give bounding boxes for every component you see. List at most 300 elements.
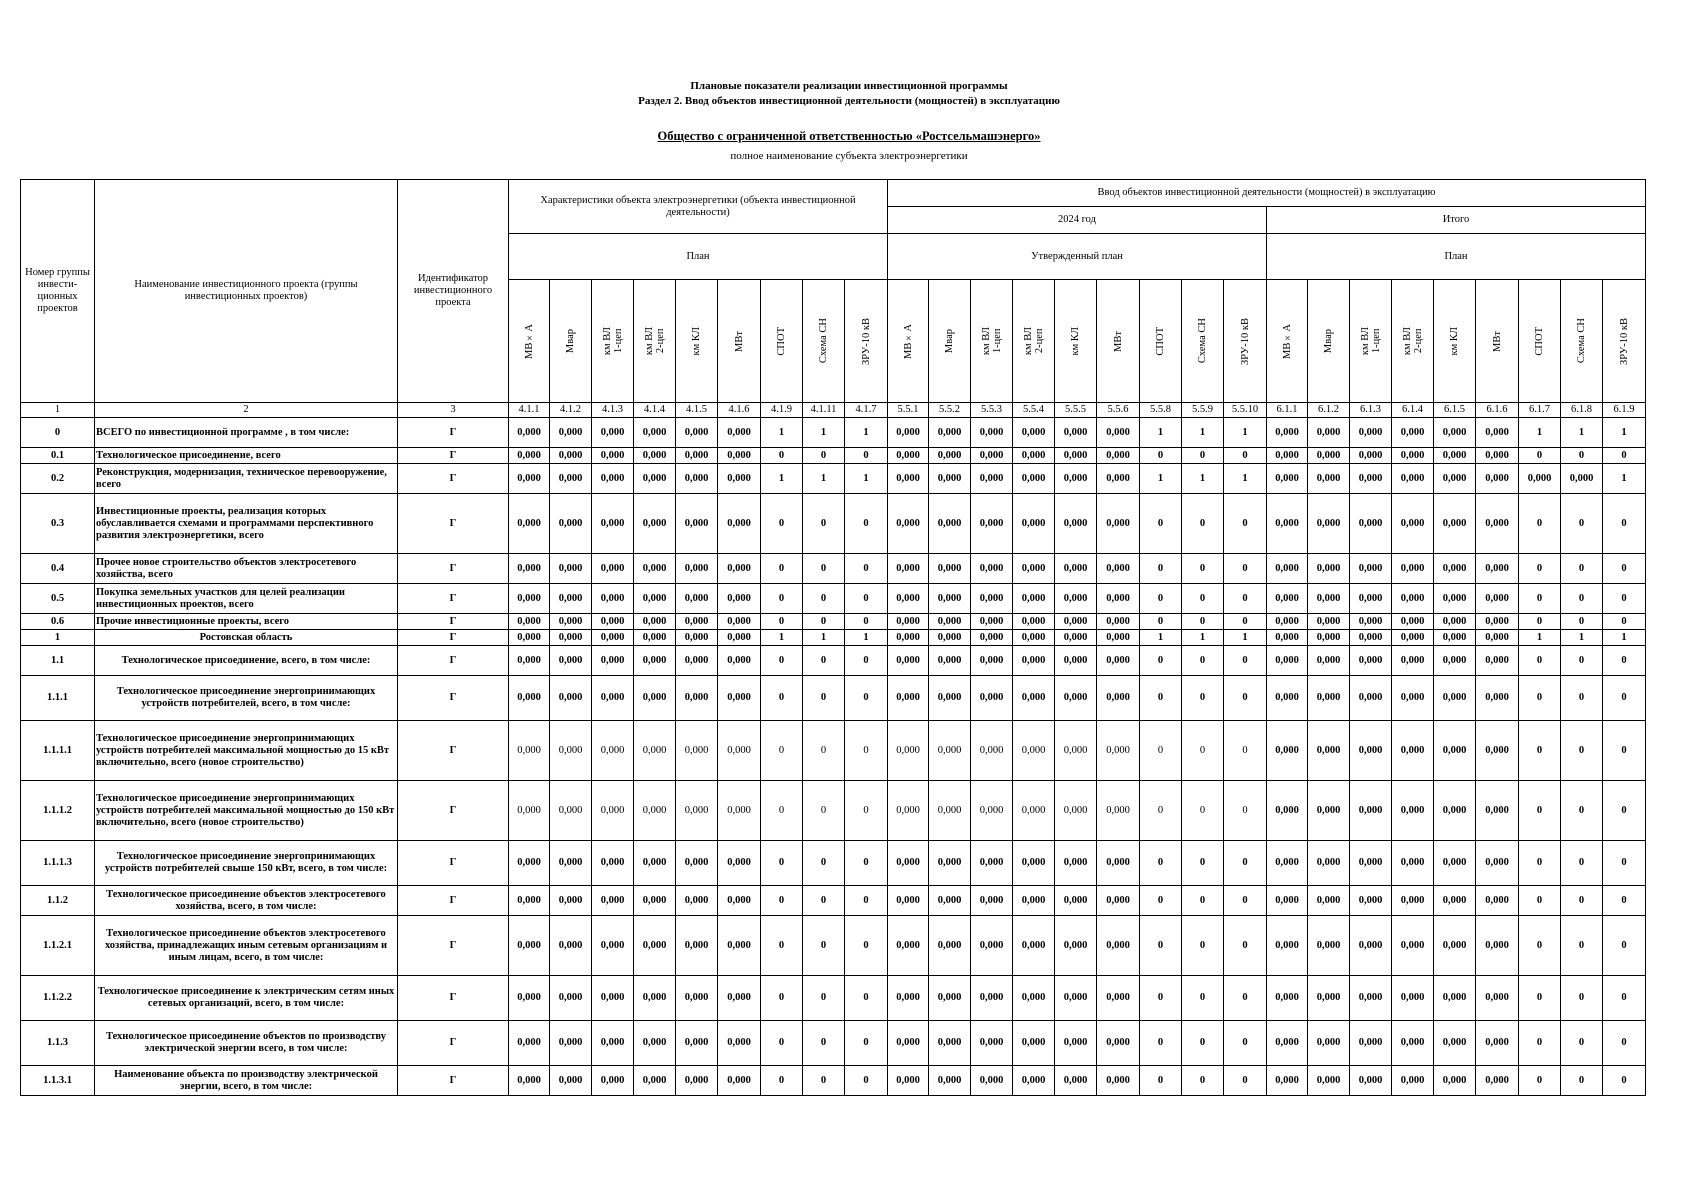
- value-cell: 0,000: [1267, 494, 1308, 554]
- value-cell: 1: [803, 418, 845, 448]
- value-cell: 0,000: [888, 584, 929, 614]
- value-cell: 0: [1561, 886, 1603, 916]
- value-cell: 0,000: [718, 1021, 761, 1066]
- value-cell: 0,000: [1097, 1066, 1140, 1096]
- value-cell: 0,000: [929, 614, 971, 630]
- value-cell: 0: [1224, 916, 1267, 976]
- value-cell: 0,000: [550, 976, 592, 1021]
- row-number: 1.1.3: [21, 1021, 95, 1066]
- table-row: [21, 916, 1646, 976]
- value-cell: 0: [845, 721, 888, 781]
- value-cell: 0,000: [1013, 1066, 1055, 1096]
- value-cell: 0: [803, 494, 845, 554]
- value-cell: 0: [1603, 448, 1646, 464]
- project-name: Прочее новое строительство объектов электросетевого хозяйства, всего: [95, 554, 398, 584]
- project-name: Технологическое присоединение, всего, в том числе:: [95, 646, 398, 676]
- value-cell: 0,000: [550, 464, 592, 494]
- value-cell: 0,000: [1434, 646, 1476, 676]
- column-number: 3: [398, 403, 509, 418]
- project-name: Технологическое присоединение к электрическим сетям иных сетевых организаций, всего, в том числе:: [95, 976, 398, 1021]
- value-cell: 0: [1603, 494, 1646, 554]
- value-cell: 0,000: [509, 464, 550, 494]
- value-cell: 0,000: [676, 886, 718, 916]
- value-cell: 0,000: [1097, 976, 1140, 1021]
- value-cell: 0,000: [1350, 614, 1392, 630]
- project-name: Ростовская область: [95, 630, 398, 646]
- value-cell: 0,000: [1308, 676, 1350, 721]
- value-cell: 0,000: [1308, 916, 1350, 976]
- value-cell: 0,000: [676, 841, 718, 886]
- project-id: Г: [398, 494, 509, 554]
- column-number: 4.1.5: [676, 403, 718, 418]
- value-cell: 0,000: [634, 886, 676, 916]
- value-cell: 0: [1224, 554, 1267, 584]
- value-cell: 0: [1182, 721, 1224, 781]
- value-cell: 0,000: [634, 418, 676, 448]
- value-cell: 0,000: [1308, 584, 1350, 614]
- value-cell: 0,000: [676, 781, 718, 841]
- value-cell: 0,000: [1308, 494, 1350, 554]
- unit-header: МВ×А: [1267, 280, 1308, 403]
- value-cell: 0: [1519, 554, 1561, 584]
- project-id: Г: [398, 554, 509, 584]
- value-cell: 0,000: [1350, 1021, 1392, 1066]
- value-cell: 0: [1182, 976, 1224, 1021]
- value-cell: 0,000: [1392, 494, 1434, 554]
- unit-header: СПОТ: [1140, 280, 1182, 403]
- table-row: [21, 448, 1646, 464]
- value-cell: 0,000: [676, 418, 718, 448]
- value-cell: 0,000: [929, 721, 971, 781]
- value-cell: 0,000: [971, 418, 1013, 448]
- value-cell: 1: [1561, 418, 1603, 448]
- value-cell: 0: [1561, 1066, 1603, 1096]
- value-cell: 0,000: [888, 418, 929, 448]
- value-cell: 0,000: [1267, 841, 1308, 886]
- unit-header: МВт: [718, 280, 761, 403]
- column-number: 1: [21, 403, 95, 418]
- unit-header: км ВЛ 2-цеп: [634, 280, 676, 403]
- value-cell: 0,000: [1476, 1021, 1519, 1066]
- value-cell: 0,000: [1055, 630, 1097, 646]
- row-number: 1.1.1: [21, 676, 95, 721]
- column-number: 6.1.6: [1476, 403, 1519, 418]
- value-cell: 0,000: [888, 464, 929, 494]
- project-id: Г: [398, 464, 509, 494]
- value-cell: 0: [761, 646, 803, 676]
- value-cell: 0,000: [592, 448, 634, 464]
- value-cell: 0: [1603, 841, 1646, 886]
- table-row: [21, 418, 1646, 448]
- value-cell: 0,000: [971, 630, 1013, 646]
- value-cell: 0,000: [718, 886, 761, 916]
- value-cell: 0,000: [1055, 886, 1097, 916]
- value-cell: 0: [803, 721, 845, 781]
- value-cell: 0,000: [1476, 1066, 1519, 1096]
- value-cell: 0,000: [1434, 494, 1476, 554]
- value-cell: 0: [1561, 584, 1603, 614]
- value-cell: 0,000: [1267, 886, 1308, 916]
- column-number: 6.1.8: [1561, 403, 1603, 418]
- value-cell: 0,000: [1055, 916, 1097, 976]
- value-cell: 0,000: [1013, 841, 1055, 886]
- value-cell: 0,000: [592, 916, 634, 976]
- value-cell: 0,000: [1434, 554, 1476, 584]
- value-cell: 0,000: [1392, 630, 1434, 646]
- column-number: 5.5.10: [1224, 403, 1267, 418]
- table-row: [21, 494, 1646, 554]
- value-cell: 0: [761, 554, 803, 584]
- value-cell: 0,000: [1476, 464, 1519, 494]
- value-cell: 0: [1603, 1066, 1646, 1096]
- row-number: 0.1: [21, 448, 95, 464]
- value-cell: 0,000: [1476, 841, 1519, 886]
- value-cell: 0,000: [1267, 614, 1308, 630]
- value-cell: 0: [845, 584, 888, 614]
- value-cell: 0,000: [592, 554, 634, 584]
- value-cell: 0: [803, 554, 845, 584]
- value-cell: 0,000: [1308, 448, 1350, 464]
- value-cell: 0,000: [1013, 448, 1055, 464]
- value-cell: 0,000: [1434, 676, 1476, 721]
- value-cell: 0: [803, 886, 845, 916]
- value-cell: 0,000: [1561, 464, 1603, 494]
- value-cell: 1: [803, 464, 845, 494]
- value-cell: 0,000: [1476, 646, 1519, 676]
- column-number: 5.5.2: [929, 403, 971, 418]
- value-cell: 0,000: [718, 554, 761, 584]
- value-cell: 0,000: [634, 554, 676, 584]
- column-number: 6.1.1: [1267, 403, 1308, 418]
- value-cell: 0: [1182, 1066, 1224, 1096]
- value-cell: 0: [1224, 676, 1267, 721]
- value-cell: 1: [1140, 630, 1182, 646]
- value-cell: 0,000: [1267, 584, 1308, 614]
- header-year: 2024 год: [888, 207, 1267, 234]
- value-cell: 0,000: [509, 554, 550, 584]
- unit-header: МВ×А: [888, 280, 929, 403]
- value-cell: 0,000: [676, 1021, 718, 1066]
- value-cell: 0,000: [676, 464, 718, 494]
- value-cell: 0,000: [1055, 1066, 1097, 1096]
- unit-header: км КЛ: [1055, 280, 1097, 403]
- value-cell: 0,000: [1308, 614, 1350, 630]
- column-number: 5.5.3: [971, 403, 1013, 418]
- value-cell: 0,000: [1392, 886, 1434, 916]
- value-cell: 0,000: [1267, 1021, 1308, 1066]
- value-cell: 0,000: [592, 676, 634, 721]
- value-cell: 0: [1182, 1021, 1224, 1066]
- value-cell: 0,000: [1392, 1066, 1434, 1096]
- value-cell: 0,000: [1097, 676, 1140, 721]
- value-cell: 0,000: [1350, 976, 1392, 1021]
- value-cell: 0,000: [929, 646, 971, 676]
- value-cell: 0,000: [971, 1066, 1013, 1096]
- value-cell: 0,000: [971, 646, 1013, 676]
- table-row: [21, 1021, 1646, 1066]
- value-cell: 0,000: [676, 554, 718, 584]
- value-cell: 0,000: [1392, 976, 1434, 1021]
- value-cell: 0,000: [1267, 781, 1308, 841]
- value-cell: 0,000: [634, 464, 676, 494]
- value-cell: 0,000: [509, 841, 550, 886]
- unit-header: км ВЛ 1-цеп: [1350, 280, 1392, 403]
- value-cell: 0,000: [592, 721, 634, 781]
- value-cell: 1: [761, 464, 803, 494]
- value-cell: 0,000: [1097, 464, 1140, 494]
- value-cell: 0,000: [718, 464, 761, 494]
- value-cell: 1: [845, 630, 888, 646]
- value-cell: 0,000: [676, 494, 718, 554]
- value-cell: 0,000: [592, 1066, 634, 1096]
- value-cell: 0,000: [1476, 676, 1519, 721]
- organization-name: Общество с ограниченной ответственностью «Ростсельмашэнерго»: [657, 129, 1041, 143]
- value-cell: 0,000: [1055, 614, 1097, 630]
- value-cell: 0,000: [550, 614, 592, 630]
- project-id: Г: [398, 646, 509, 676]
- value-cell: 0: [1224, 781, 1267, 841]
- value-cell: 0: [1182, 886, 1224, 916]
- project-name: Прочие инвестиционные проекты, всего: [95, 614, 398, 630]
- value-cell: 0,000: [1350, 494, 1392, 554]
- column-number: 6.1.2: [1308, 403, 1350, 418]
- value-cell: 0,000: [509, 721, 550, 781]
- value-cell: 0,000: [634, 448, 676, 464]
- value-cell: 0,000: [509, 448, 550, 464]
- column-number: 6.1.4: [1392, 403, 1434, 418]
- value-cell: 0,000: [1013, 494, 1055, 554]
- value-cell: 0: [1182, 614, 1224, 630]
- value-cell: 0: [1140, 976, 1182, 1021]
- value-cell: 0,000: [1267, 676, 1308, 721]
- value-cell: 0,000: [1097, 494, 1140, 554]
- row-number: 1.1.3.1: [21, 1066, 95, 1096]
- value-cell: 1: [1603, 418, 1646, 448]
- value-cell: 0: [1603, 1021, 1646, 1066]
- value-cell: 0,000: [1267, 916, 1308, 976]
- table-row: [21, 781, 1646, 841]
- value-cell: 0: [803, 614, 845, 630]
- unit-header: ЗРУ-10 кВ: [1224, 280, 1267, 403]
- value-cell: 0,000: [1013, 721, 1055, 781]
- value-cell: 0,000: [1097, 418, 1140, 448]
- value-cell: 0,000: [1055, 721, 1097, 781]
- value-cell: 0,000: [1392, 1021, 1434, 1066]
- value-cell: 0,000: [718, 841, 761, 886]
- value-cell: 0,000: [676, 1066, 718, 1096]
- value-cell: 0: [1603, 584, 1646, 614]
- value-cell: 0: [1224, 646, 1267, 676]
- value-cell: 0: [803, 976, 845, 1021]
- value-cell: 0,000: [676, 916, 718, 976]
- value-cell: 0,000: [1097, 721, 1140, 781]
- unit-header: Схема СН: [803, 280, 845, 403]
- value-cell: 0: [1561, 841, 1603, 886]
- value-cell: 0,000: [1267, 418, 1308, 448]
- value-cell: 0: [761, 494, 803, 554]
- value-cell: 1: [1140, 418, 1182, 448]
- table-row: [21, 721, 1646, 781]
- value-cell: 0: [1519, 916, 1561, 976]
- value-cell: 0: [1182, 646, 1224, 676]
- value-cell: 0,000: [634, 781, 676, 841]
- value-cell: 0,000: [1350, 584, 1392, 614]
- column-number: 5.5.5: [1055, 403, 1097, 418]
- value-cell: 0,000: [676, 646, 718, 676]
- value-cell: 0,000: [1013, 630, 1055, 646]
- value-cell: 0: [1603, 781, 1646, 841]
- value-cell: 0,000: [509, 781, 550, 841]
- unit-header: км ВЛ 2-цеп: [1013, 280, 1055, 403]
- value-cell: 0,000: [1055, 584, 1097, 614]
- column-number: 6.1.7: [1519, 403, 1561, 418]
- value-cell: 0,000: [550, 494, 592, 554]
- value-cell: 0,000: [1434, 464, 1476, 494]
- value-cell: 0,000: [1434, 448, 1476, 464]
- value-cell: 0,000: [1434, 976, 1476, 1021]
- value-cell: 0: [1224, 494, 1267, 554]
- value-cell: 0,000: [1392, 418, 1434, 448]
- value-cell: 0,000: [888, 614, 929, 630]
- value-cell: 0: [761, 584, 803, 614]
- value-cell: 0,000: [1434, 1021, 1476, 1066]
- value-cell: 0,000: [509, 584, 550, 614]
- header-commissioning: Ввод объектов инвестиционной деятельности (мощностей) в эксплуатацию: [888, 180, 1646, 207]
- value-cell: 0,000: [1097, 448, 1140, 464]
- project-name: Технологическое присоединение энергопринимающих устройств потребителей, всего, в том числе:: [95, 676, 398, 721]
- value-cell: 1: [1519, 630, 1561, 646]
- value-cell: 0,000: [1392, 781, 1434, 841]
- value-cell: 0,000: [634, 721, 676, 781]
- unit-header: ЗРУ-10 кВ: [845, 280, 888, 403]
- value-cell: 0,000: [929, 781, 971, 841]
- value-cell: 0: [761, 916, 803, 976]
- value-cell: 0,000: [1013, 554, 1055, 584]
- value-cell: 0: [1140, 494, 1182, 554]
- project-name: Технологическое присоединение объектов электросетевого хозяйства, всего, в том числе:: [95, 886, 398, 916]
- value-cell: 0: [1182, 554, 1224, 584]
- value-cell: 0: [1519, 841, 1561, 886]
- value-cell: 0,000: [1013, 781, 1055, 841]
- column-number: 5.5.1: [888, 403, 929, 418]
- value-cell: 0: [1140, 448, 1182, 464]
- value-cell: 0: [761, 976, 803, 1021]
- value-cell: 0: [1140, 1021, 1182, 1066]
- value-cell: 0,000: [1350, 1066, 1392, 1096]
- value-cell: 0,000: [550, 721, 592, 781]
- value-cell: 0: [1603, 646, 1646, 676]
- column-number: 4.1.9: [761, 403, 803, 418]
- value-cell: 0: [1140, 1066, 1182, 1096]
- value-cell: 0,000: [1055, 448, 1097, 464]
- unit-header: МВт: [1097, 280, 1140, 403]
- value-cell: 0: [1224, 721, 1267, 781]
- unit-header: СПОТ: [761, 280, 803, 403]
- column-number: 4.1.11: [803, 403, 845, 418]
- row-number: 1.1.2.2: [21, 976, 95, 1021]
- project-id: Г: [398, 781, 509, 841]
- table-row: [21, 1066, 1646, 1096]
- value-cell: 0,000: [1308, 418, 1350, 448]
- header-project-id: Идентификатор инвестиционного проекта: [398, 180, 509, 403]
- value-cell: 0,000: [1350, 916, 1392, 976]
- value-cell: 0,000: [929, 584, 971, 614]
- value-cell: 0: [1603, 676, 1646, 721]
- column-number: 4.1.3: [592, 403, 634, 418]
- value-cell: 0,000: [1097, 886, 1140, 916]
- header-project-name: Наименование инвестиционного проекта (группы инвестиционных проектов): [95, 180, 398, 403]
- value-cell: 0,000: [1055, 976, 1097, 1021]
- value-cell: 0,000: [592, 584, 634, 614]
- value-cell: 0: [1182, 781, 1224, 841]
- value-cell: 0,000: [592, 464, 634, 494]
- table-row: [21, 630, 1646, 646]
- value-cell: 0,000: [1097, 584, 1140, 614]
- header-characteristics: Характеристики объекта электроэнергетики (объекта инвестиционной деятельности): [509, 180, 888, 234]
- value-cell: 0: [761, 614, 803, 630]
- value-cell: 0: [845, 646, 888, 676]
- table-row: [21, 646, 1646, 676]
- value-cell: 0: [1561, 646, 1603, 676]
- row-number: 1.1.1.2: [21, 781, 95, 841]
- value-cell: 0,000: [550, 418, 592, 448]
- value-cell: 0,000: [1308, 646, 1350, 676]
- value-cell: 0: [1140, 886, 1182, 916]
- value-cell: 0: [1140, 614, 1182, 630]
- value-cell: 0: [1519, 448, 1561, 464]
- unit-header: км ВЛ 2-цеп: [1392, 280, 1434, 403]
- value-cell: 0,000: [1392, 916, 1434, 976]
- value-cell: 0,000: [676, 630, 718, 646]
- value-cell: 0: [1140, 646, 1182, 676]
- value-cell: 0,000: [550, 916, 592, 976]
- value-cell: 0,000: [550, 630, 592, 646]
- value-cell: 0,000: [971, 721, 1013, 781]
- value-cell: 0,000: [1392, 464, 1434, 494]
- value-cell: 0,000: [634, 1066, 676, 1096]
- header-group-number: Номер группы инвести-ционных проектов: [21, 180, 95, 403]
- value-cell: 0,000: [592, 630, 634, 646]
- value-cell: 0,000: [1434, 841, 1476, 886]
- value-cell: 0: [1140, 676, 1182, 721]
- value-cell: 1: [1224, 630, 1267, 646]
- value-cell: 0,000: [1350, 721, 1392, 781]
- value-cell: 0: [1140, 841, 1182, 886]
- value-cell: 0,000: [1476, 614, 1519, 630]
- value-cell: 0,000: [929, 448, 971, 464]
- column-number: 5.5.4: [1013, 403, 1055, 418]
- value-cell: 0,000: [1476, 916, 1519, 976]
- value-cell: 1: [1603, 630, 1646, 646]
- value-cell: 0,000: [592, 418, 634, 448]
- value-cell: 0: [845, 1021, 888, 1066]
- value-cell: 0: [1519, 1021, 1561, 1066]
- value-cell: 0: [1140, 781, 1182, 841]
- organization-caption: полное наименование субъекта электроэнергетики: [730, 150, 968, 162]
- value-cell: 0,000: [592, 614, 634, 630]
- value-cell: 0: [1182, 841, 1224, 886]
- value-cell: 0,000: [1013, 916, 1055, 976]
- value-cell: 0,000: [1350, 464, 1392, 494]
- value-cell: 0,000: [1055, 781, 1097, 841]
- value-cell: 0,000: [971, 584, 1013, 614]
- value-cell: 0,000: [1350, 886, 1392, 916]
- value-cell: 0: [1140, 916, 1182, 976]
- value-cell: 0,000: [1476, 494, 1519, 554]
- value-cell: 0,000: [634, 646, 676, 676]
- value-cell: 0,000: [634, 494, 676, 554]
- value-cell: 0,000: [1308, 841, 1350, 886]
